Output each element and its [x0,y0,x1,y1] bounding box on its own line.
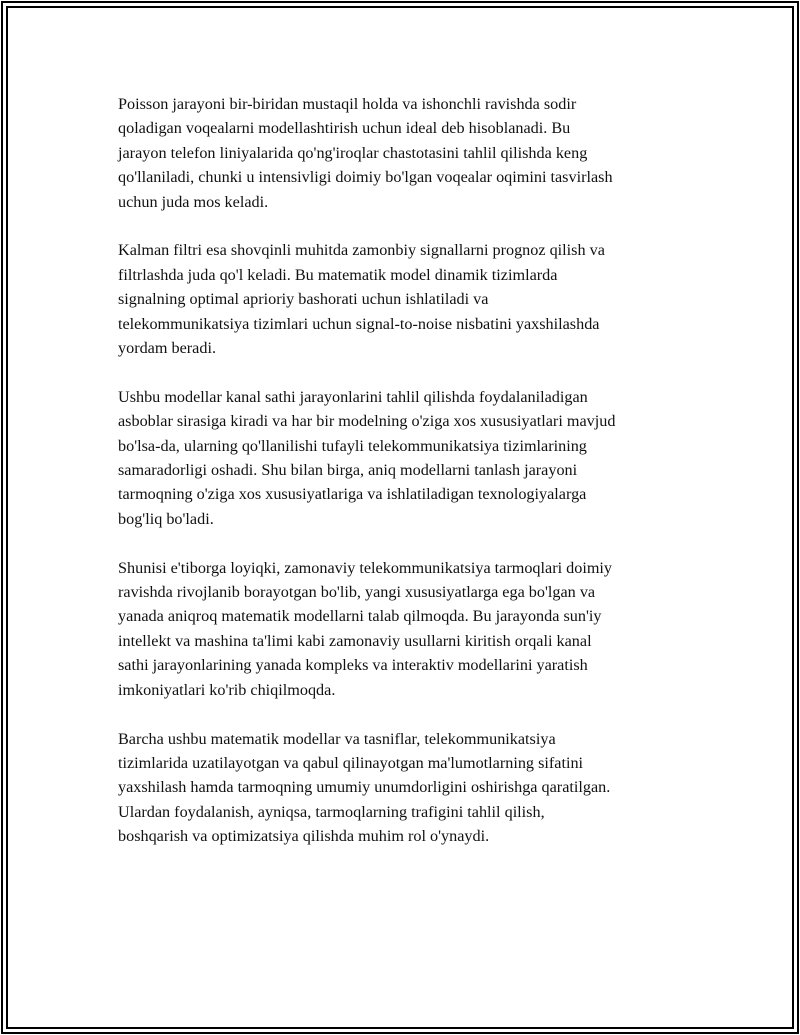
paragraph-modern-networks: Shunisi e'tiborga loyiqki, zamonaviy telekommunikatsiya tarmoqlari doimiy ravishda rivojlanib borayotgan bo'lib, yangi xususiyatlarga ega bo'lgan va yanada aniqroq matematik modellarni talab qilmoqda. Bu jarayonda sun'iy intellekt va mashina ta'limi kabi zamonaviy usullarni kiritish orqali kanal sathi jarayonlarining yanada kompleks va interaktiv modellarini yaratish imkoniyatlari ko'rib chiqilmoqda. [118,558,613,699]
paragraph-conclusion: Barcha ushbu matematik modellar va tasniflar, telekommunikatsiya tizimlarida uzatilayotgan va qabul qilinayotgan ma'lumotlarning sifatini yaxshilash hamda tarmoqning umumiy unumdorligini oshirishga qaratilgan. Ulardan foydalanish, ayniqsa, tarmoqlarning trafigini tahlil qilish, boshqarish va optimizatsiya qilishda muhim rol o'ynaydi. [118,729,611,846]
document-body [118,92,698,873]
paragraph-channel-models: Ushbu modellar kanal sathi jarayonlarini tahlil qilishda foydalaniladigan asboblar sirasiga kiradi va har bir modelning o'ziga xos xususiyatlari mavjud bo'lsa-da, ularning qo'llanilishi tufayli telekommunikatsiya tizimlarining samaradorligi oshadi. Shu bilan birga, aniq modellarni tanlash jarayoni tarmoqning o'ziga xos xususiyatlariga va ishlatiladigan texnologiyalarga bog'liq bo'ladi. [118,387,616,528]
paragraph-poisson: Poisson jarayoni bir-biridan mustaqil holda va ishonchli ravishda sodir qoladigan voqealarni modellashtirish uchun ideal deb hisoblanadi. Bu jarayon telefon liniyalarida qo'ng'iroqlar chastotasini tahlil qilishda keng qo'llaniladi, chunki u intensivligi doimiy bo'lgan voqealar oqimini tasvirlash uchun juda mos keladi. [118,95,613,211]
paragraph-kalman: Kalman filtri esa shovqinli muhitda zamonbiy signallarni prognoz qilish va filtrlashda juda qo'l keladi. Bu matematik model dinamik tizimlarda signalning optimal aprioriy bashorati uchun ishlatiladi va telekommunikatsiya tizimlari uchun signal-to-noise nisbatini yaxshilashda yordam beradi. [118,241,605,358]
